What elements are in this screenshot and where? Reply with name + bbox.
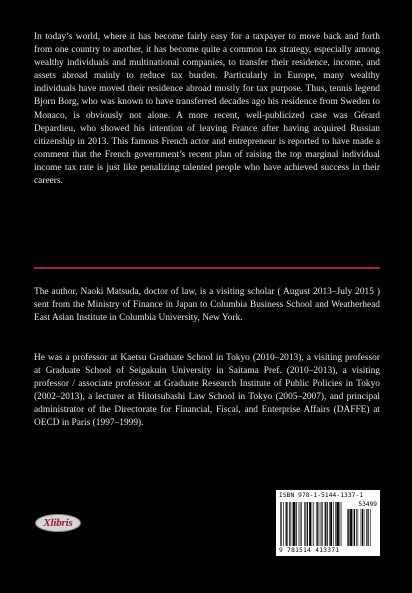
publisher-logo <box>35 514 81 532</box>
price-code: 53499 <box>358 501 377 508</box>
publisher-logo-text: Xlibris <box>43 517 73 529</box>
barcode-bars-icon <box>280 502 342 546</box>
book-blurb: In today’s world, where it has become fairly easy for a taxpayer to move back and forth from one country to another, it has become quite a common tax strategy, especially among wealthy individuals and multinational companies, to transfer their residence, income, and assets abroad mainly to reduce tax burden. Particularly in Europe, many wealthy individuals have moved their residence abroad mostly for tax purpose. Thus, tennis legend Bjorn Borg, who was known to have transferred decades ago his residence from Sweden to Monaco, is obviously not alone. A more recent, well-publicized case was Gérard Depardieu, who showed his intention of leaving France after having acquired Russian citizenship in 2013. This famous French actor and entrepreneur is reported to have made a comment that the French government’s recent plan of raising the top marginal individual income tax rate is just like penalizing talented people who have achieved success in their careers. <box>34 32 380 187</box>
author-bio-paragraph-1: The author, Naoki Matsuda, doctor of law, is a visiting scholar ( August 2013–July 2015 ) sent from the Ministry of Finance in Japan to Columbia Business School and Weatherhead East Asian Institute in Columbia University, New York. <box>34 287 380 324</box>
author-bio-paragraph-2: He was a professor at Kaetsu Graduate School in Tokyo (2010–2013), a visiting professor at Graduate School of Seigakuin University in Saitama Pref. (2010–2013), a visiting professor / associate professor at Graduate Research Institute of Public Policies in Tokyo (2002–2013), a lecturer at Hitotsubashi Law School in Tokyo (2005–2007), and principal administrator of the Directorate for Financial, Fiscal, and Enterprise Affairs (DAFFE) at OECD in Paris (1997–1999). <box>34 353 380 429</box>
isbn-barcode <box>276 490 380 556</box>
section-divider <box>34 267 380 269</box>
barcode-addon-bars-icon <box>347 509 376 546</box>
barcode-digits: 9 781514 413371 <box>279 547 340 554</box>
isbn-label: ISBN 978-1-5144-1337-1 <box>279 492 364 499</box>
